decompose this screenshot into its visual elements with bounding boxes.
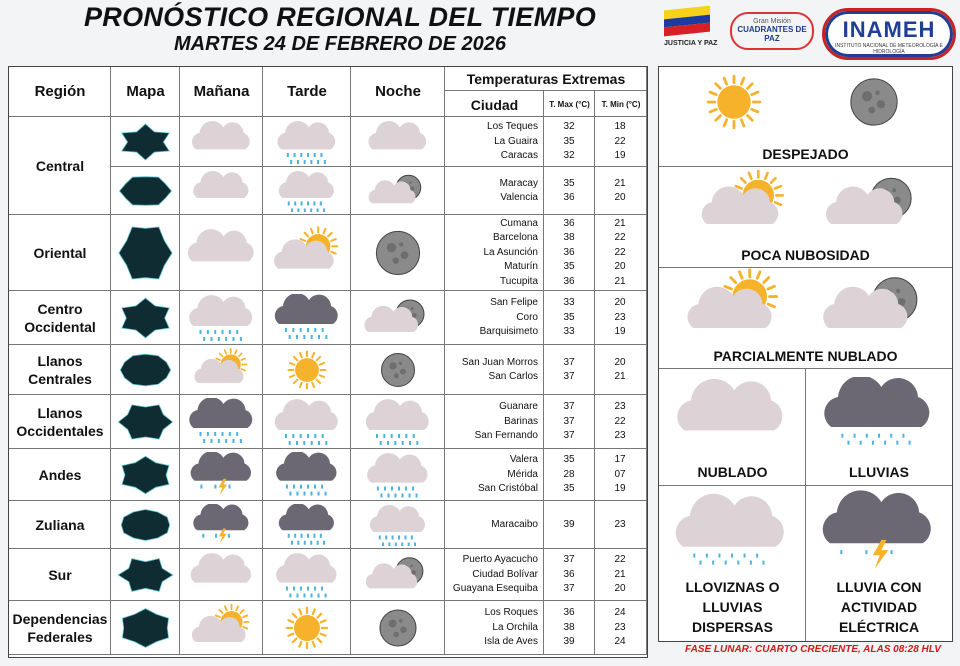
tmax-value: 39 [563,518,575,530]
city-name: Ciudad Bolívar [472,568,538,580]
night-cell [351,395,445,449]
weather-storm-icon [185,504,258,546]
morning-cell [180,345,263,395]
city-name: San Felipe [490,297,538,309]
tmin-value: 20 [614,192,626,203]
tmax-value: 33 [563,297,575,309]
region-name: Llanos Centrales [28,353,92,387]
region-name: Andes [38,467,82,483]
region-map-icon [116,220,175,286]
weather-sun-cloud-icon [185,348,258,392]
weather-sun-icon [268,604,346,652]
afternoon-cell [263,395,351,449]
tmin-value: 20 [614,583,626,595]
city-name: Guayana Esequiba [452,583,538,595]
region-map-icon [116,454,175,496]
night-cell [351,501,445,549]
region-name: Zuliana [35,517,85,533]
morning-cell [180,601,263,655]
tmax-value: 37 [563,356,575,368]
tmax-value: 37 [563,554,575,566]
tmin-value: 20 [614,356,626,368]
region-map-icon [116,554,175,596]
legend-storm-label: LLUVIA CON ACTIVIDAD ELÉCTRICA [836,579,922,635]
region-name: Dependencias Federales [12,611,108,645]
weather-drizzle-icon [356,504,440,546]
legend-rain-label: LLUVIAS [849,464,909,480]
tmax-value: 37 [563,415,575,427]
legend-few-clouds-label: POCA NUBOSIDAD [741,247,870,263]
flag-icon [664,6,710,37]
tmax-value: 35 [563,135,575,147]
drizzle-cloud-icon [671,490,791,576]
night-cell [351,291,445,345]
city-name: San Fernando [474,430,538,442]
tmax-value: 37 [563,401,575,413]
morning-cell [180,449,263,501]
tmin-value: 18 [614,121,626,133]
city-name: Cumana [500,217,538,229]
weather-cloudy-icon [356,120,440,164]
weather-moon-icon [356,218,440,288]
tmin-value: 22 [614,232,626,244]
tmin-value: 21 [614,275,626,287]
tmax-value: 38 [563,232,575,244]
venezuela-logo [664,8,718,47]
city-name: San Juan Morros [461,356,538,368]
tmin-value: 21 [614,177,626,189]
moon-clouds-icon [821,268,931,344]
afternoon-cell [263,549,351,601]
legend-panel [658,66,953,642]
afternoon-cell [263,291,351,345]
gran-mision-logo [730,12,814,50]
legend-partly-cloudy-label: PARCIALMENTE NUBLADO [713,348,898,364]
city-name: San Cristóbal [477,483,538,495]
map-cell [111,117,180,167]
map-cell [111,601,180,655]
weather-drizzle-icon [268,398,346,446]
city-name: Valera [509,454,538,466]
weather-moon-clouds-icon [356,294,440,342]
header-morning: Mañana [193,83,250,100]
afternoon-cell [263,449,351,501]
city-name: Coro [516,311,538,323]
morning-cell [180,215,263,291]
header-tmin: T. Min (°C) [601,100,641,109]
city-name: Maturín [504,261,538,273]
tmin-value: 19 [614,150,626,162]
tmax-value: 35 [563,483,575,495]
sun-cloud-icon [694,169,794,239]
header-map: Mapa [126,83,165,100]
tmin-value: 22 [614,554,626,566]
tmin-value: 20 [614,297,626,309]
afternoon-cell [263,215,351,291]
weather-drizzle-icon [356,398,440,446]
moon-icon [829,69,919,135]
city-name: La Guaira [494,135,538,147]
tmax-value: 36 [563,607,575,619]
morning-cell [180,395,263,449]
legend-drizzle-label: LLOVIZNAS O LLUVIAS DISPERSAS [685,579,780,635]
cloud-icon [671,377,791,457]
inameh-name: INAMEH [842,17,936,42]
night-cell [351,601,445,655]
weather-sun-cloud-icon [268,218,346,288]
night-cell [351,215,445,291]
region-map-icon [116,296,175,340]
tmax-value: 36 [563,217,575,229]
page-title: PRONÓSTICO REGIONAL DEL TIEMPO [83,2,597,32]
header-afternoon: Tarde [287,83,327,100]
city-name: Los Roques [484,607,538,619]
header-night: Noche [375,83,421,100]
night-cell [351,117,445,167]
weather-sun-cloud-icon [185,604,258,652]
city-name: Tucupita [500,275,538,287]
tmax-value: 35 [563,261,575,273]
region-map-icon [116,606,175,650]
city-name: Barcelona [492,232,538,244]
tmin-value: 22 [614,135,626,147]
tmin-value: 23 [614,311,626,323]
city-name: La Asunción [483,246,538,258]
tmax-value: 37 [563,371,575,382]
city-name: Barquisimeto [479,326,538,338]
rain-cloud-icon [818,377,938,457]
city-name: Los Teques [487,121,538,133]
storm-cloud-icon [818,490,938,576]
weather-drizzle-icon [356,452,440,498]
weather-moon-icon [356,348,440,392]
city-name: La Orchila [492,621,538,633]
weather-cloudy-icon [185,120,258,164]
map-cell [111,345,180,395]
tmin-value: 21 [614,217,626,229]
morning-cell [180,167,263,215]
weather-moon-clouds-icon [356,552,440,598]
tmax-value: 37 [563,430,575,442]
tmin-cell [595,345,647,395]
tmin-value: 21 [614,568,626,580]
region-map-icon [116,506,175,544]
sun-cloud-icon [679,268,789,344]
tmin-value: 19 [614,483,626,495]
weather-cloudy-icon [185,552,258,598]
tmin-value: 21 [614,371,626,382]
gm-line2: CUADRANTES DE PAZ [737,25,807,43]
tmax-cell [544,345,595,395]
weather-drizzle-icon [268,552,346,598]
city-name: Maracay [499,177,538,189]
weather-sun-icon [268,348,346,392]
tmax-value: 35 [563,454,575,466]
tmin-value: 23 [614,401,626,413]
forecast-title-block [40,2,640,56]
tmin-value: 23 [614,430,626,442]
map-cell [111,449,180,501]
tmin-value: 19 [614,326,626,338]
header-tmax: T. Max (°C) [549,100,590,109]
forecast-table [8,66,648,658]
tmin-value: 23 [614,621,626,633]
tmin-value: 07 [614,468,626,480]
region-name: Sur [48,567,72,583]
region-map-icon [116,400,175,444]
weather-cloudy-icon [185,218,258,288]
moon-clouds-icon [824,169,924,239]
tmin-value: 23 [614,518,626,530]
tmax-value: 39 [563,636,575,648]
afternoon-cell [263,501,351,549]
city-name: Maracaibo [491,518,538,530]
tmax-value: 36 [563,568,575,580]
sun-icon [689,69,779,135]
weather-storm-icon [185,452,258,498]
afternoon-cell [263,167,351,215]
map-cell [111,167,180,215]
weather-cloudy-icon [185,170,258,212]
night-cell [351,549,445,601]
gov-caption: JUSTICIA Y PAZ [664,40,718,47]
tmin-value: 22 [614,415,626,427]
city-name: Mérida [507,468,538,480]
tmin-cell [595,167,647,215]
morning-cell [180,291,263,345]
city-name: Valencia [500,192,538,203]
gm-line1: Gran Misión [753,18,791,25]
tmin-value: 24 [614,636,626,648]
map-cell [111,395,180,449]
tmax-value: 36 [563,246,575,258]
map-cell [111,501,180,549]
forecast-date: MARTES 24 DE FEBRERO DE 2026 [174,33,506,55]
tmin-value: 20 [614,261,626,273]
tmax-value: 33 [563,326,575,338]
region-map-icon [116,122,175,162]
city-cell [445,345,544,395]
map-cell [111,215,180,291]
weather-rain-icon [268,294,346,342]
morning-cell [180,549,263,601]
weather-drizzle-icon [268,170,346,212]
afternoon-cell [263,601,351,655]
tmax-value: 36 [563,192,575,203]
weather-rain-icon [268,452,346,498]
weather-moon-clouds-icon [356,170,440,212]
city-name: Barinas [504,415,538,427]
weather-moon-icon [356,604,440,652]
city-name: Guanare [499,401,538,413]
legend-cloudy-label: NUBLADO [697,464,768,480]
weather-rain-icon [185,398,258,446]
night-cell [351,167,445,215]
tmin-value: 24 [614,607,626,619]
tmax-value: 35 [563,311,575,323]
night-cell [351,449,445,501]
inameh-subtitle: INSTITUTO NACIONAL DE METEOROLOGÍA E HIDROLOGÍA [835,43,943,55]
tmin-value: 22 [614,246,626,258]
tmax-cell [544,167,595,215]
afternoon-cell [263,345,351,395]
tmax-value: 35 [563,177,575,189]
morning-cell [180,117,263,167]
tmax-value: 38 [563,621,575,633]
weather-rain-icon [268,504,346,546]
tmax-value: 36 [563,275,575,287]
city-name: Caracas [500,150,538,162]
city-cell [445,167,544,215]
tmax-value: 37 [563,583,575,595]
tmax-value: 32 [563,150,575,162]
region-map-icon [116,350,175,390]
region-name: Oriental [33,245,87,261]
region-name: Llanos Occidentales [16,405,104,439]
weather-drizzle-icon [268,120,346,164]
legend-clear-label: DESPEJADO [762,146,849,162]
header-city: Ciudad [470,97,519,113]
region-map-icon [116,172,175,210]
weather-drizzle-icon [185,294,258,342]
tmax-value: 28 [563,468,575,480]
tmin-value: 17 [614,454,626,466]
night-cell [351,345,445,395]
moon-phase-note: FASE LUNAR: CUARTO CRECIENTE, ALAS 08:28 HLV [685,644,941,655]
city-name: Isla de Aves [484,636,538,648]
morning-cell [180,501,263,549]
afternoon-cell [263,117,351,167]
map-cell [111,549,180,601]
header-temps: Temperaturas Extremas [466,71,626,87]
city-name: Puerto Ayacucho [462,554,538,566]
tmax-value: 32 [563,121,575,133]
region-name: Central [35,158,85,174]
logos-bar [660,4,955,60]
city-name: San Carlos [488,371,538,382]
header-region: Región [34,83,86,100]
region-name: Centro Occidental [24,301,96,335]
map-cell [111,291,180,345]
inameh-logo [822,8,956,60]
